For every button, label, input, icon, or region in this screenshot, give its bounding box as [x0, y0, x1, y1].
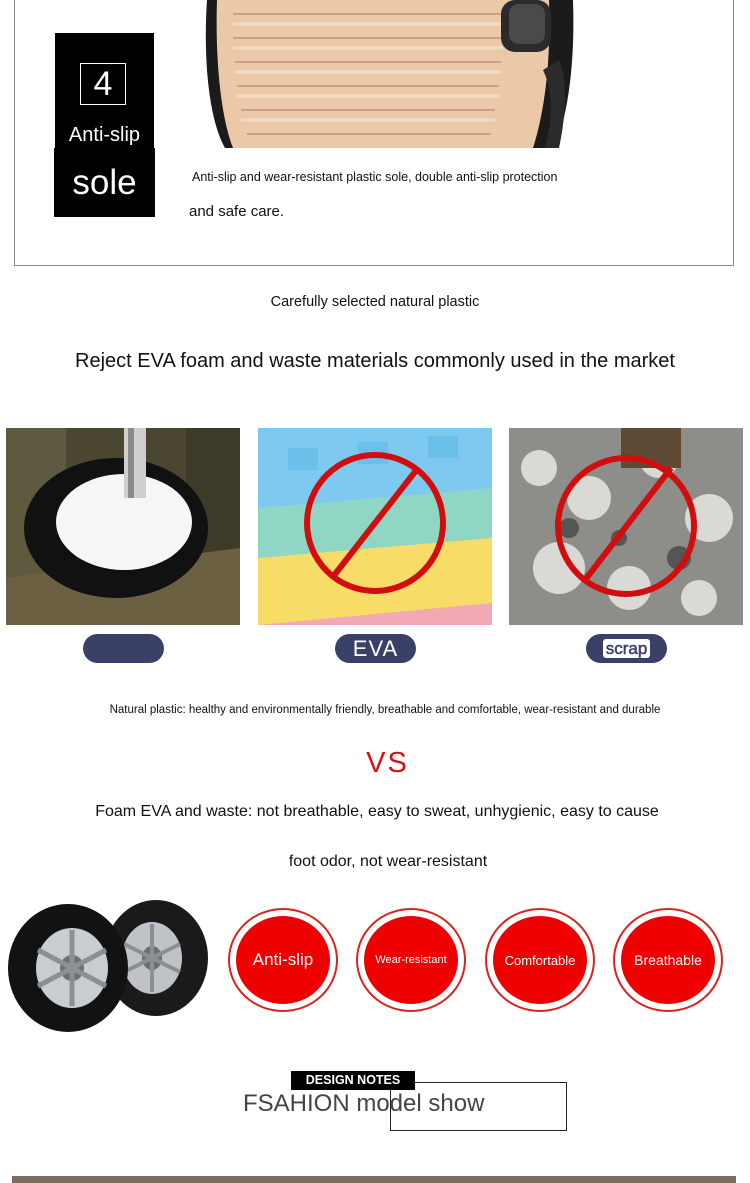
foam-description-line1: Foam EVA and waste: not breathable, easy to sweat, unhygienic, easy to cause [95, 803, 659, 820]
benefit-comfortable-label: Comfortable [493, 916, 587, 1004]
benefit-breathable-label: Breathable [621, 916, 715, 1004]
feature-title: sole [54, 148, 155, 217]
material-label-natural [83, 634, 164, 663]
tires-image [6, 896, 210, 1034]
benefit-breathable [613, 908, 723, 1012]
benefit-comfortable [485, 908, 595, 1012]
feature-description-line1: Anti-slip and wear-resistant plastic sole, double anti-slip protection [192, 170, 558, 184]
design-notes-title: FSAHION model show [243, 1090, 485, 1117]
feature-number: 4 [80, 63, 126, 105]
benefit-anti-slip [228, 908, 338, 1012]
vs-label: VS [366, 747, 409, 779]
section-heading: Reject EVA foam and waste materials commonly used in the market [75, 350, 675, 372]
feature-description-line2: and safe care. [189, 203, 285, 220]
feature-label: Anti-slip [68, 124, 141, 146]
sole-tread-image [203, 0, 575, 148]
benefit-anti-slip-label: Anti-slip [236, 916, 330, 1004]
model-photo-strip [12, 1176, 736, 1183]
foam-description-line2: foot odor, not wear-resistant [288, 853, 488, 870]
material-label-scrap-text: scrap [603, 639, 651, 658]
natural-plastic-description: Natural plastic: healthy and environmentally friendly, breathable and comfortable, wear-resistant and durable [109, 704, 661, 716]
section-subheading: Carefully selected natural plastic [270, 294, 480, 310]
material-label-eva: EVA [335, 634, 416, 663]
natural-rubber-image [6, 428, 240, 625]
benefit-wear-resistant [356, 908, 466, 1012]
scrap-waste-image [509, 428, 743, 625]
design-notes-tag: DESIGN NOTES [291, 1071, 415, 1090]
benefit-wear-resistant-label: Wear-resistant [364, 916, 458, 1004]
eva-foam-image [258, 428, 492, 625]
material-label-scrap [586, 634, 667, 663]
